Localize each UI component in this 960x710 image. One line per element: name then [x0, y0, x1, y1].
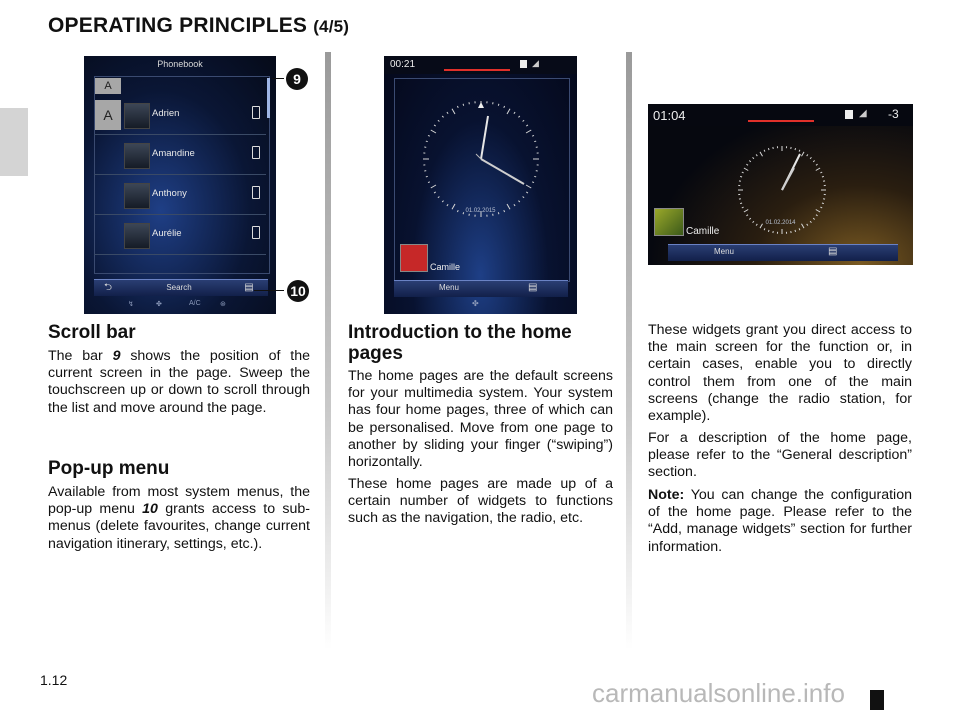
clock-tick — [822, 176, 824, 177]
contact-name: Anthony — [152, 188, 187, 199]
clock-tick — [431, 185, 436, 188]
popup-menu-icon[interactable]: ▤ — [828, 246, 838, 257]
clock-tick — [795, 148, 796, 150]
contact-name: Aurélie — [152, 228, 182, 239]
paragraph-description: For a description of the home page, please refer to the “General description” section. — [648, 430, 912, 481]
clock-tick — [799, 150, 800, 152]
contact-widget-name[interactable]: Camille — [686, 226, 720, 237]
status-line — [444, 69, 510, 71]
notification-icon — [520, 60, 527, 68]
paragraph-widgets: These widgets grant you direct access to the main screen for the function or, in certain cases, enable you to directly control them from one of the main screens (change the radio station, for example). — [648, 322, 912, 425]
callout-line — [254, 290, 284, 291]
clock-tick — [742, 172, 744, 173]
menu-button[interactable]: Menu — [438, 283, 459, 292]
clock-time: 01:04 — [653, 108, 686, 123]
search-button[interactable]: Search — [166, 283, 192, 292]
clock-tick — [514, 204, 515, 206]
avatar — [124, 143, 150, 169]
clock-tick — [746, 164, 748, 165]
clock-tick — [438, 196, 439, 197]
clock-tick — [426, 141, 428, 142]
clock-tick — [518, 116, 519, 117]
clock-tick — [816, 164, 818, 165]
clock-date: 01.02.2015 — [465, 208, 496, 214]
heading-home-pages: Introduction to the home pages — [348, 322, 572, 364]
clock-tick — [744, 168, 748, 171]
callout-line — [272, 78, 284, 79]
clock-time: 00:21 — [390, 59, 416, 70]
clock-tick — [457, 106, 458, 108]
contact-name: Amandine — [152, 148, 195, 159]
clock-tick — [744, 210, 748, 213]
clock-tick — [768, 230, 769, 232]
clock-tick — [523, 120, 524, 121]
paragraph-home-pages-1: The home pages are the default screens for your multimedia system. Your system has four home pages, three of which can be personalised. Move from one page to another by sliding your finger (“swiping”) horizontally. — [348, 368, 613, 471]
contact-widget-name[interactable]: Camille — [430, 262, 461, 272]
recirculation-icon[interactable]: ⊛ — [220, 301, 226, 308]
clock-tick — [802, 152, 805, 156]
section-tab — [0, 108, 28, 176]
clock-tick — [534, 176, 536, 177]
clock-tick — [740, 176, 742, 177]
paragraph-popup-menu: Available from most system menus, the pop-up menu 10 grants access to sub-menus (delete favourites, change current navigation itinerary, settings, etc.). — [48, 484, 310, 552]
clock-tick — [810, 157, 811, 158]
paragraph-home-pages-2: These home pages are made up of a certain number of widgets to functions such as the navigation, the radio, etc. — [348, 476, 613, 527]
heading-popup-menu: Pop-up menu — [48, 458, 170, 479]
clock-tick — [820, 207, 822, 208]
clock-tick — [756, 154, 757, 156]
seat-icon[interactable]: ↯ — [128, 301, 134, 308]
clock-tick — [799, 228, 800, 230]
home-page-landscape-screenshot — [648, 104, 913, 265]
clock-tick — [434, 125, 436, 126]
clock-tick — [816, 168, 820, 171]
watermark: carmanualsonline.info — [592, 678, 845, 708]
clock-tick — [442, 116, 443, 117]
popup-menu-icon[interactable]: ▤ — [528, 282, 538, 293]
clock-tick — [518, 201, 519, 202]
clock-tick — [504, 106, 505, 108]
contact-row[interactable] — [94, 136, 266, 175]
clock-tick — [534, 141, 536, 142]
home-page-portrait-screenshot — [384, 56, 577, 314]
clock-tick — [523, 196, 524, 197]
menu-button[interactable]: Menu — [713, 247, 734, 256]
menu-bar — [394, 280, 568, 297]
clock-tick — [507, 109, 510, 114]
phone-icon[interactable] — [252, 106, 260, 119]
clock-tick — [452, 109, 455, 114]
popup-bar — [94, 279, 268, 296]
column-divider — [325, 52, 331, 650]
clock-tick — [746, 215, 748, 216]
clock-tick — [447, 112, 448, 114]
popup-menu-icon[interactable]: ▤ — [244, 282, 254, 293]
menu-bar — [668, 244, 898, 261]
clock-tick — [532, 135, 534, 136]
clock-tick — [816, 210, 820, 213]
paragraph-scroll-bar: The bar 9 shows the position of the current screen in the page. Sweep the touchscreen up or down to scroll through the list and move around the page. — [48, 348, 310, 416]
clock-tick — [768, 148, 769, 150]
status-line — [748, 120, 814, 122]
clock-date: 01.02.2014 — [765, 220, 796, 226]
analog-clock — [420, 98, 542, 220]
clock-tick — [807, 154, 808, 156]
climate-strip — [84, 298, 276, 312]
clock-tick — [526, 125, 528, 126]
contact-widget-avatar[interactable] — [400, 244, 428, 272]
clock-tick — [514, 112, 515, 114]
clock-tick — [749, 161, 750, 162]
avatar — [124, 103, 150, 129]
phone-icon[interactable] — [252, 186, 260, 199]
paragraph-note: Note: You can change the configuration of the home page. Please refer to the “Add, manage widgets” section for further information. — [648, 487, 912, 555]
clock-tick — [526, 192, 528, 193]
contact-row[interactable] — [94, 176, 266, 215]
clock-tick — [795, 230, 796, 232]
contact-name: Adrien — [152, 108, 180, 119]
clock-tick — [764, 228, 765, 230]
clock-tick — [822, 203, 824, 204]
clock-tick — [760, 152, 763, 156]
phone-icon[interactable] — [252, 226, 260, 239]
avatar — [124, 223, 150, 249]
contact-widget-avatar[interactable] — [654, 208, 684, 236]
clock-tick — [740, 203, 742, 204]
scroll-bar[interactable] — [267, 78, 270, 118]
note-label: Note: — [648, 487, 685, 503]
column-divider — [626, 52, 632, 650]
clock-tick — [532, 182, 534, 183]
clock-tick — [526, 130, 531, 133]
clock-tick — [428, 135, 430, 136]
clock-tick — [526, 185, 531, 188]
clock-tick — [434, 192, 436, 193]
signal-icon: ◢ — [532, 58, 539, 68]
callout-ref: 9 — [112, 348, 121, 364]
avatar — [124, 183, 150, 209]
clock-tick — [447, 204, 448, 206]
clock-tick — [813, 161, 814, 162]
clock-tick — [764, 150, 765, 152]
clock-tick — [498, 104, 499, 106]
callout-popup-menu: 10 — [287, 280, 309, 302]
clock-tick — [428, 182, 430, 183]
outside-temperature: -3 — [888, 107, 899, 121]
fan-icon[interactable]: ✤ — [156, 301, 162, 308]
page-number: 1.12 — [40, 672, 68, 688]
clock-tick — [753, 157, 754, 158]
clock-tick — [438, 120, 439, 121]
clock-tick — [820, 172, 822, 173]
letter-index[interactable]: A — [95, 100, 121, 130]
clock-tick — [426, 176, 428, 177]
corner-marker — [870, 690, 884, 710]
clock-tick — [816, 215, 818, 216]
phone-signal-icon: ◢ — [859, 108, 867, 119]
contact-row[interactable] — [94, 96, 266, 135]
ac-label[interactable]: A/C — [189, 300, 201, 307]
status-bar — [648, 104, 913, 126]
fan-icon[interactable]: ✤ — [472, 299, 479, 308]
page-title: OPERATING PRINCIPLES (4/5) — [48, 14, 350, 37]
notification-icon — [845, 110, 853, 119]
callout-ref: 10 — [142, 501, 158, 518]
phone-icon[interactable] — [252, 146, 260, 159]
heading-scroll-bar: Scroll bar — [48, 322, 136, 343]
clock-tick — [463, 104, 464, 106]
clock-tick — [742, 207, 744, 208]
phonebook-screenshot — [84, 56, 276, 314]
letter-index[interactable]: A — [95, 78, 121, 94]
status-bar — [384, 56, 577, 74]
screen-header: Phonebook — [157, 59, 203, 69]
clock-tick — [431, 130, 436, 133]
contact-row[interactable] — [94, 216, 266, 255]
callout-scroll-bar: 9 — [286, 68, 308, 90]
back-icon[interactable]: ⮌ — [104, 282, 113, 293]
clock-tick — [442, 201, 443, 202]
